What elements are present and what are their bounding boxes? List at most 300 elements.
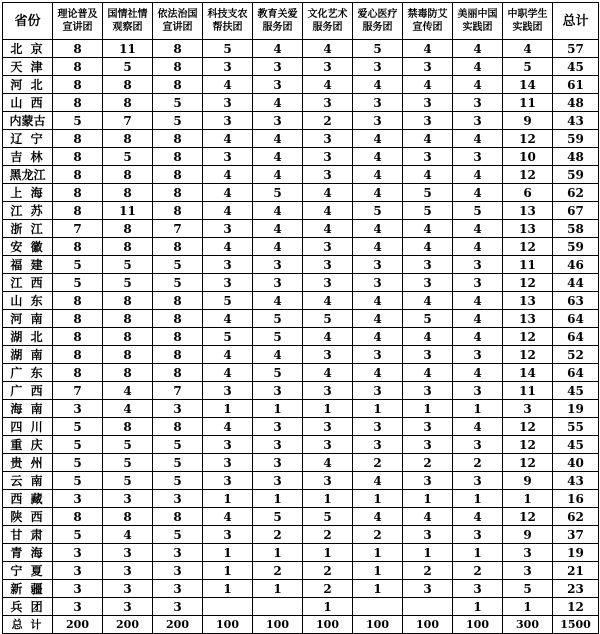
value-cell: 4 [403, 328, 453, 346]
value-cell: 8 [103, 292, 153, 310]
table-row [3, 562, 599, 580]
value-cell: 3 [303, 382, 353, 400]
value-cell: 4 [253, 292, 303, 310]
value-cell: 4 [253, 40, 303, 58]
value-cell: 3 [153, 544, 203, 562]
table-row [3, 40, 599, 58]
value-cell: 8 [103, 220, 153, 238]
value-cell: 5 [303, 310, 353, 328]
value-cell: 5 [53, 274, 103, 292]
value-cell: 5 [153, 256, 203, 274]
value-cell: 3 [203, 220, 253, 238]
value-cell: 4 [303, 454, 353, 472]
value-cell: 3 [253, 112, 303, 130]
value-cell: 8 [53, 148, 103, 166]
table-row [3, 526, 599, 544]
value-cell: 3 [403, 58, 453, 76]
province-cell: 湖 南 [3, 346, 53, 364]
value-cell: 1 [503, 490, 553, 508]
value-cell: 3 [403, 256, 453, 274]
value-cell: 9 [503, 472, 553, 490]
value-cell: 3 [53, 544, 103, 562]
table-row [3, 292, 599, 310]
value-cell: 8 [153, 58, 203, 76]
value-cell: 4 [203, 166, 253, 184]
value-cell: 12 [503, 436, 553, 454]
summary-value-cell: 100 [303, 616, 353, 634]
value-cell: 5 [153, 112, 203, 130]
value-cell: 1 [353, 544, 403, 562]
value-cell: 5 [103, 454, 153, 472]
value-cell: 3 [103, 580, 153, 598]
value-cell: 3 [303, 436, 353, 454]
value-cell: 4 [103, 382, 153, 400]
summary-value-cell: 200 [153, 616, 203, 634]
value-cell: 8 [153, 508, 203, 526]
province-cell: 贵 州 [3, 454, 53, 472]
value-cell: 3 [203, 94, 253, 112]
value-cell: 3 [353, 382, 403, 400]
total-cell: 16 [553, 490, 599, 508]
column-header-c9 [453, 3, 503, 40]
value-cell: 4 [453, 58, 503, 76]
value-cell: 5 [253, 310, 303, 328]
province-cell: 吉 林 [3, 148, 53, 166]
province-cell: 新 疆 [3, 580, 53, 598]
total-cell: 59 [553, 130, 599, 148]
value-cell: 8 [53, 40, 103, 58]
value-cell: 5 [53, 472, 103, 490]
value-cell: 3 [253, 76, 303, 94]
value-cell: 4 [453, 364, 503, 382]
table-row [3, 256, 599, 274]
value-cell: 3 [103, 544, 153, 562]
total-cell: 67 [553, 202, 599, 220]
value-cell: 4 [453, 238, 503, 256]
province-cell: 河 北 [3, 76, 53, 94]
value-cell: 4 [353, 292, 403, 310]
province-cell: 陕 西 [3, 508, 53, 526]
value-cell: 4 [353, 76, 403, 94]
value-cell: 3 [353, 58, 403, 76]
table-row [3, 238, 599, 256]
value-cell: 3 [403, 436, 453, 454]
column-header-line: 宣讲团 [62, 22, 93, 33]
value-cell: 5 [403, 202, 453, 220]
value-cell: 4 [253, 94, 303, 112]
value-cell: 5 [103, 472, 153, 490]
table-row [3, 454, 599, 472]
value-cell: 3 [253, 58, 303, 76]
value-cell: 8 [103, 364, 153, 382]
value-cell: 8 [153, 418, 203, 436]
value-cell: 3 [103, 562, 153, 580]
value-cell: 1 [453, 598, 503, 616]
value-cell: 8 [103, 238, 153, 256]
value-cell: 1 [203, 544, 253, 562]
table-row [3, 364, 599, 382]
value-cell: 5 [153, 454, 203, 472]
value-cell: 2 [303, 526, 353, 544]
value-cell: 12 [503, 130, 553, 148]
total-cell: 48 [553, 94, 599, 112]
province-cell: 浙 江 [3, 220, 53, 238]
value-cell: 3 [403, 274, 453, 292]
value-cell: 2 [303, 112, 353, 130]
table-row [3, 58, 599, 76]
value-cell: 1 [203, 400, 253, 418]
table-row [3, 184, 599, 202]
value-cell: 4 [253, 148, 303, 166]
value-cell: 4 [353, 310, 403, 328]
value-cell: 4 [453, 508, 503, 526]
table-row [3, 310, 599, 328]
value-cell: 8 [103, 166, 153, 184]
value-cell: 8 [53, 310, 103, 328]
value-cell: 8 [103, 94, 153, 112]
value-cell: 3 [303, 238, 353, 256]
province-cell: 福 建 [3, 256, 53, 274]
value-cell: 4 [403, 292, 453, 310]
value-cell: 3 [303, 58, 353, 76]
table-row [3, 346, 599, 364]
value-cell: 4 [353, 472, 403, 490]
value-cell: 3 [203, 274, 253, 292]
value-cell: 4 [453, 40, 503, 58]
summary-value-cell: 100 [353, 616, 403, 634]
value-cell: 1 [253, 490, 303, 508]
value-cell: 5 [103, 58, 153, 76]
value-cell: 5 [453, 202, 503, 220]
value-cell: 1 [403, 400, 453, 418]
value-cell: 12 [503, 418, 553, 436]
table-row [3, 382, 599, 400]
value-cell: 3 [353, 112, 403, 130]
value-cell: 5 [53, 526, 103, 544]
value-cell: 5 [253, 364, 303, 382]
value-cell: 12 [503, 274, 553, 292]
province-cell: 山 东 [3, 292, 53, 310]
value-cell: 8 [103, 328, 153, 346]
value-cell: 5 [53, 418, 103, 436]
value-cell: 5 [103, 274, 153, 292]
value-cell: 5 [203, 328, 253, 346]
column-header-c2 [103, 3, 153, 40]
value-cell: 3 [453, 472, 503, 490]
value-cell: 5 [153, 526, 203, 544]
value-cell: 4 [303, 202, 353, 220]
value-cell: 4 [403, 76, 453, 94]
column-header-line: 理论普及 [57, 9, 98, 20]
value-cell: 3 [203, 148, 253, 166]
value-cell: 4 [403, 166, 453, 184]
total-cell: 40 [553, 454, 599, 472]
value-cell: 5 [53, 454, 103, 472]
value-cell: 8 [53, 94, 103, 112]
value-cell: 3 [503, 562, 553, 580]
value-cell: 4 [353, 220, 403, 238]
province-cell: 山 西 [3, 94, 53, 112]
value-cell: 4 [353, 508, 403, 526]
value-cell: 3 [53, 400, 103, 418]
summary-row [3, 616, 599, 634]
table-row [3, 148, 599, 166]
table-row [3, 490, 599, 508]
value-cell: 3 [103, 598, 153, 616]
value-cell: 4 [503, 40, 553, 58]
value-cell: 4 [203, 184, 253, 202]
province-cell: 兵 团 [3, 598, 53, 616]
value-cell: 3 [153, 490, 203, 508]
value-cell: 4 [403, 220, 453, 238]
table-row [3, 580, 599, 598]
table-row [3, 508, 599, 526]
province-cell: 云 南 [3, 472, 53, 490]
value-cell: 3 [403, 580, 453, 598]
value-cell: 3 [403, 346, 453, 364]
value-cell: 7 [153, 220, 203, 238]
value-cell: 8 [153, 76, 203, 94]
value-cell: 5 [353, 40, 403, 58]
table-row [3, 130, 599, 148]
value-cell: 5 [103, 256, 153, 274]
value-cell: 8 [103, 418, 153, 436]
total-cell: 59 [553, 166, 599, 184]
value-cell: 3 [453, 274, 503, 292]
value-cell: 1 [453, 400, 503, 418]
value-cell [353, 598, 403, 616]
table-row [3, 418, 599, 436]
value-cell: 8 [103, 310, 153, 328]
value-cell: 3 [253, 472, 303, 490]
value-cell: 1 [403, 544, 453, 562]
value-cell: 4 [203, 346, 253, 364]
value-cell: 14 [503, 76, 553, 94]
value-cell: 5 [53, 436, 103, 454]
value-cell: 8 [53, 508, 103, 526]
value-cell: 9 [503, 526, 553, 544]
value-cell: 3 [403, 148, 453, 166]
province-cell: 海 南 [3, 400, 53, 418]
column-header-line: 教育关爱 [257, 9, 298, 20]
value-cell: 4 [103, 400, 153, 418]
value-cell: 5 [153, 274, 203, 292]
total-cell: 19 [553, 544, 599, 562]
total-cell: 64 [553, 328, 599, 346]
total-cell: 45 [553, 58, 599, 76]
province-cell: 宁 夏 [3, 562, 53, 580]
value-cell: 4 [303, 184, 353, 202]
value-cell: 3 [153, 562, 203, 580]
value-cell: 3 [453, 112, 503, 130]
total-cell: 62 [553, 508, 599, 526]
value-cell: 4 [253, 346, 303, 364]
total-cell: 46 [553, 256, 599, 274]
total-cell: 21 [553, 562, 599, 580]
column-header-total [553, 3, 599, 40]
value-cell: 11 [503, 94, 553, 112]
value-cell: 8 [153, 364, 203, 382]
total-cell: 62 [553, 184, 599, 202]
value-cell: 4 [303, 292, 353, 310]
value-cell: 3 [303, 346, 353, 364]
value-cell: 1 [303, 544, 353, 562]
value-cell: 8 [103, 130, 153, 148]
value-cell: 4 [203, 76, 253, 94]
value-cell: 12 [503, 346, 553, 364]
province-cell: 天 津 [3, 58, 53, 76]
province-cell: 湖 北 [3, 328, 53, 346]
total-cell: 12 [553, 598, 599, 616]
value-cell: 12 [503, 508, 553, 526]
value-cell: 4 [203, 130, 253, 148]
table-row [3, 76, 599, 94]
table-row [3, 472, 599, 490]
summary-value-cell: 200 [53, 616, 103, 634]
total-cell: 59 [553, 238, 599, 256]
value-cell: 1 [303, 490, 353, 508]
value-cell: 8 [103, 346, 153, 364]
value-cell: 5 [53, 112, 103, 130]
value-cell: 4 [203, 310, 253, 328]
column-header-line: 帮扶团 [212, 22, 243, 33]
value-cell: 3 [403, 526, 453, 544]
total-cell: 63 [553, 292, 599, 310]
value-cell: 3 [353, 256, 403, 274]
column-header-c10 [503, 3, 553, 40]
value-cell: 1 [353, 490, 403, 508]
summary-value-cell: 200 [103, 616, 153, 634]
value-cell: 4 [403, 238, 453, 256]
value-cell: 4 [203, 202, 253, 220]
table-row [3, 94, 599, 112]
value-cell: 5 [503, 580, 553, 598]
value-cell: 8 [53, 346, 103, 364]
province-cell: 辽 宁 [3, 130, 53, 148]
value-cell: 1 [253, 580, 303, 598]
total-cell: 23 [553, 580, 599, 598]
value-cell: 2 [303, 580, 353, 598]
column-header-c7 [353, 3, 403, 40]
value-cell: 4 [303, 40, 353, 58]
value-cell: 5 [153, 94, 203, 112]
value-cell: 3 [203, 382, 253, 400]
value-cell: 2 [353, 454, 403, 472]
value-cell: 11 [103, 202, 153, 220]
value-cell: 3 [153, 598, 203, 616]
table-row [3, 328, 599, 346]
value-cell: 1 [453, 544, 503, 562]
value-cell: 3 [253, 274, 303, 292]
value-cell: 3 [153, 400, 203, 418]
value-cell: 8 [53, 292, 103, 310]
value-cell: 3 [203, 112, 253, 130]
value-cell: 11 [103, 40, 153, 58]
column-header-line: 总计 [562, 13, 589, 29]
table-row [3, 202, 599, 220]
value-cell: 1 [203, 490, 253, 508]
value-cell: 3 [303, 472, 353, 490]
value-cell: 2 [403, 562, 453, 580]
value-cell: 3 [203, 526, 253, 544]
value-cell: 3 [253, 382, 303, 400]
total-cell: 44 [553, 274, 599, 292]
value-cell: 8 [53, 202, 103, 220]
value-cell: 1 [403, 490, 453, 508]
value-cell: 3 [53, 580, 103, 598]
value-cell: 8 [53, 58, 103, 76]
column-header-line: 文化艺术 [307, 9, 348, 20]
value-cell: 8 [153, 346, 203, 364]
value-cell: 7 [103, 112, 153, 130]
value-cell: 5 [253, 328, 303, 346]
value-cell: 4 [453, 310, 503, 328]
value-cell: 4 [403, 40, 453, 58]
value-cell: 3 [203, 256, 253, 274]
value-cell: 3 [103, 490, 153, 508]
value-cell: 5 [153, 436, 203, 454]
value-cell: 8 [153, 238, 203, 256]
value-cell: 4 [253, 220, 303, 238]
total-cell: 64 [553, 310, 599, 328]
value-cell: 4 [453, 220, 503, 238]
column-header-c4 [203, 3, 253, 40]
value-cell: 3 [53, 562, 103, 580]
column-header-line: 依法治国 [157, 9, 198, 20]
value-cell: 3 [253, 256, 303, 274]
value-cell: 4 [303, 220, 353, 238]
total-cell: 61 [553, 76, 599, 94]
column-header-line: 实践团 [462, 22, 493, 33]
total-cell: 64 [553, 364, 599, 382]
column-header-line: 宣讲团 [162, 22, 193, 33]
value-cell: 10 [503, 148, 553, 166]
value-cell: 4 [453, 418, 503, 436]
value-cell: 2 [403, 454, 453, 472]
province-cell: 西 藏 [3, 490, 53, 508]
allocation-table [2, 2, 599, 634]
value-cell: 3 [253, 418, 303, 436]
value-cell: 3 [403, 94, 453, 112]
value-cell: 11 [503, 256, 553, 274]
value-cell: 13 [503, 202, 553, 220]
column-header-line: 国情社情 [107, 9, 148, 20]
total-cell: 52 [553, 346, 599, 364]
value-cell: 3 [353, 418, 403, 436]
value-cell: 3 [203, 472, 253, 490]
column-header-line: 观察团 [112, 22, 143, 33]
province-cell: 江 苏 [3, 202, 53, 220]
total-cell: 37 [553, 526, 599, 544]
value-cell: 3 [303, 166, 353, 184]
value-cell: 4 [203, 364, 253, 382]
value-cell: 5 [403, 310, 453, 328]
value-cell: 1 [253, 544, 303, 562]
value-cell: 3 [503, 400, 553, 418]
value-cell: 1 [203, 580, 253, 598]
value-cell [403, 598, 453, 616]
value-cell: 8 [103, 76, 153, 94]
summary-value-cell: 100 [403, 616, 453, 634]
value-cell: 1 [503, 598, 553, 616]
value-cell: 8 [53, 238, 103, 256]
value-cell: 8 [153, 292, 203, 310]
total-cell: 43 [553, 472, 599, 490]
value-cell: 1 [353, 400, 403, 418]
value-cell: 2 [253, 562, 303, 580]
province-cell: 安 徽 [3, 238, 53, 256]
summary-value-cell: 100 [453, 616, 503, 634]
